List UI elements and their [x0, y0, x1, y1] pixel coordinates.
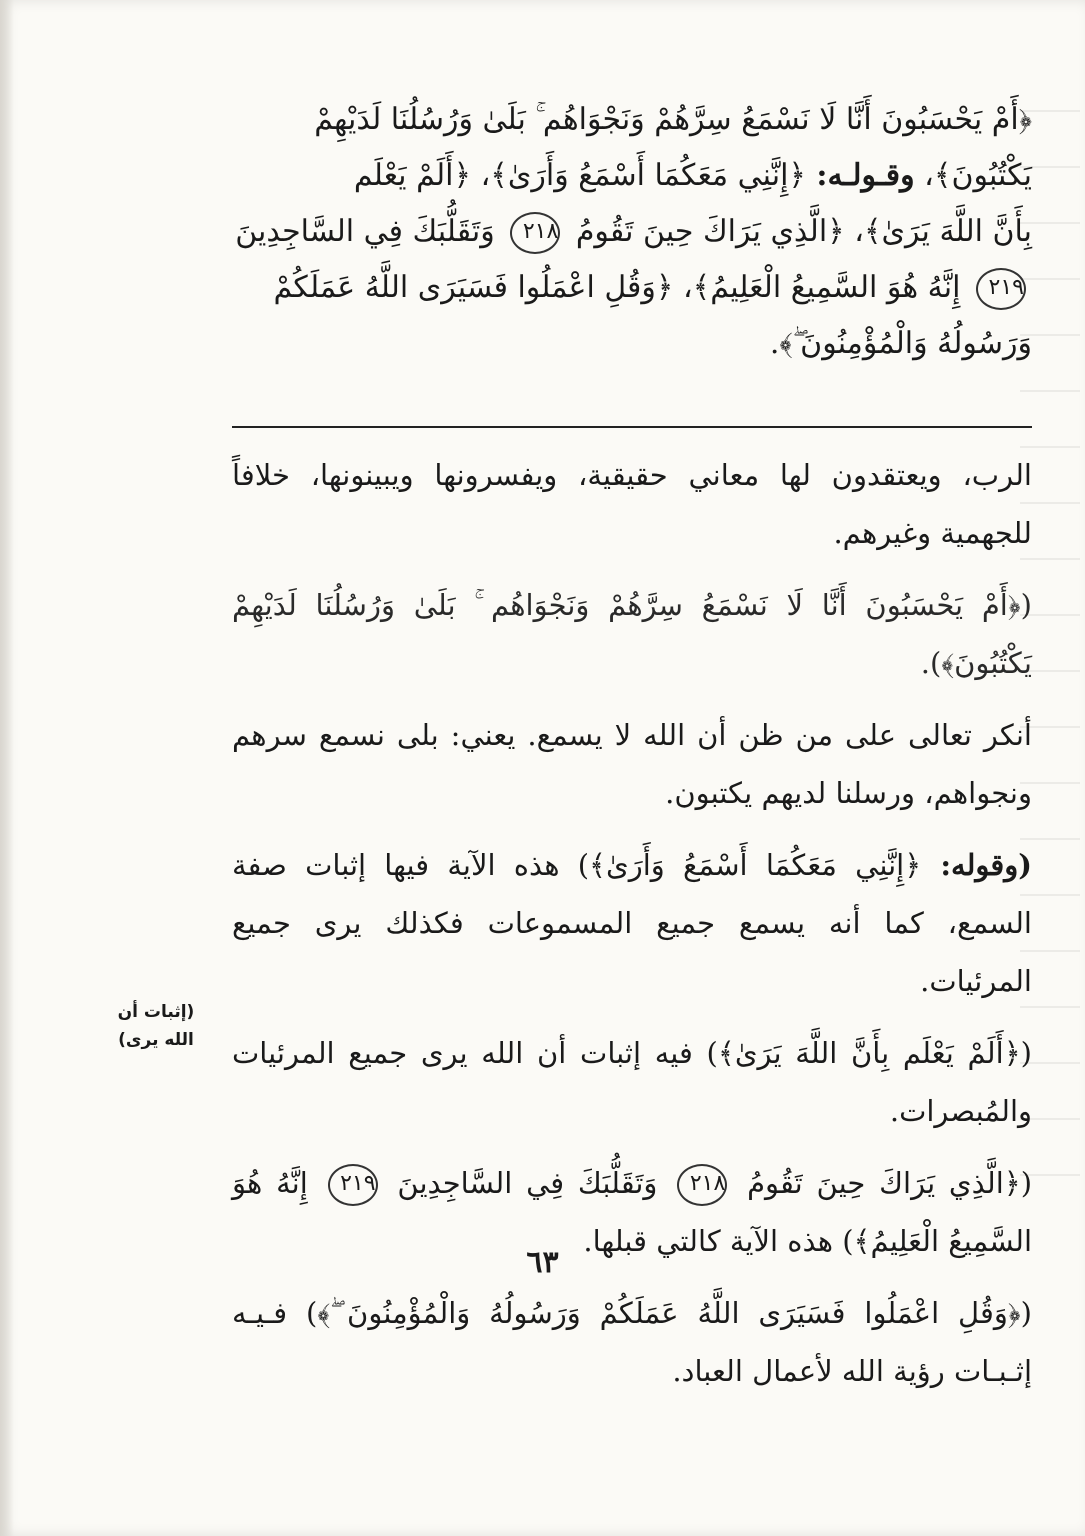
page-gutter-shadow	[0, 0, 14, 1536]
verse-text: وَتَقَلُّبَكَ فِي السَّاجِدِينَ	[235, 214, 495, 249]
page-number: ٦٣	[526, 1245, 559, 1280]
quran-line	[232, 148, 1032, 204]
wa-qawluhu-label: وقـولـه:	[805, 158, 915, 193]
quran-line	[232, 260, 1032, 316]
quran-verses-block	[232, 92, 1032, 372]
verse-text: يَكْتُبُونَ﴾،	[914, 158, 1032, 193]
verse-text: إِنَّهُ هُوَ السَّمِيعُ الْعَلِيمُ﴾، ﴿وَقُلِ اعْمَلُوا فَسَيَرَى اللَّهُ عَمَلَكُمْ	[273, 270, 961, 305]
paragraph-text: وَتَقَلُّبَكَ فِي السَّاجِدِينَ	[397, 1166, 658, 1200]
commentary-paragraph: (﴿أَلَمْ يَعْلَم بِأَنَّ اللَّهَ يَرَىٰ﴾) فيه إثبات أن الله يرى جميع المرئيات والمُبصرات.	[232, 1036, 1032, 1128]
commentary-paragraph: (﴿أَمْ يَحْسَبُونَ أَنَّا لَا نَسْمَعُ سِرَّهُمْ وَنَجْوَاهُم ۚ بَلَىٰ وَرُسُلُنَا لَدَيْهِمْ يَكْتُبُونَ﴾).	[232, 588, 1032, 680]
verse-text: ﴿أَمْ يَحْسَبُونَ أَنَّا لَا نَسْمَعُ سِرَّهُمْ وَنَجْوَاهُم ۚ بَلَىٰ وَرُسُلُنَا لَدَيْهِمْ	[314, 102, 1032, 137]
paragraph-text: (﴿الَّذِي يَرَاكَ حِينَ تَقُومُ	[747, 1166, 1033, 1200]
verse-text: بِأَنَّ اللَّهَ يَرَىٰ﴾، ﴿الَّذِي يَرَاكَ حِينَ تَقُومُ	[575, 214, 1032, 249]
footnote-divider	[232, 426, 1032, 428]
margin-note-line: الله يرى)	[118, 1030, 194, 1050]
aya-number-218-icon: ٢١٨	[677, 1164, 727, 1206]
wa-qawluhu-label: (وقوله:	[921, 848, 1032, 882]
commentary-paragraph: الرب، ويعتقدون لها معاني حقيقية، ويفسرونها ويبينونها، خلافاً للجهمية وغيرهم.	[232, 458, 1032, 550]
aya-number-219-icon: ٢١٩	[328, 1164, 378, 1206]
quran-line	[232, 92, 1032, 148]
verse-text: وَرَسُولُهُ وَالْمُؤْمِنُونَ ۖ﴾.	[769, 326, 1032, 361]
aya-number-218-icon: ٢١٨	[510, 212, 560, 254]
commentary-paragraph: أنكر تعالى على من ظن أن الله لا يسمع. يعني: بلى نسمع سرهم ونجواهم، ورسلنا لديهم يكتبون.	[232, 718, 1032, 810]
commentary-paragraph: (﴿وَقُلِ اعْمَلُوا فَسَيَرَى اللَّهُ عَمَلَكُمْ وَرَسُولُهُ وَالْمُؤْمِنُونَ ۖ﴾) فـيـه إثـبـات رؤية الله لأعمال العباد.	[232, 1296, 1032, 1388]
quran-line	[232, 204, 1032, 260]
aya-number-219-icon: ٢١٩	[976, 268, 1026, 310]
quran-line	[232, 316, 1032, 372]
commentary-paragraph	[232, 836, 1032, 1010]
paragraph-text: إِنَّهُ هُوَ السَّمِيعُ الْعَلِيمُ﴾) هذه الآية كالتي قبلها.	[232, 1166, 1032, 1258]
margin-note-line: (إثبات أن	[117, 1002, 195, 1022]
margin-note	[100, 998, 212, 1054]
verse-text: ﴿إِنَّنِي مَعَكُمَا أَسْمَعُ وَأَرَىٰ﴾، ﴿أَلَمْ يَعْلَم	[353, 158, 806, 193]
paragraph-text: ﴿إِنَّنِي مَعَكُمَا أَسْمَعُ وَأَرَىٰ﴾) هذه الآية فيها إثبات صفة السمع، كما أنه يسمع جميع المسموعات فكذلك يرى جميع المرئيات.	[232, 848, 1032, 998]
